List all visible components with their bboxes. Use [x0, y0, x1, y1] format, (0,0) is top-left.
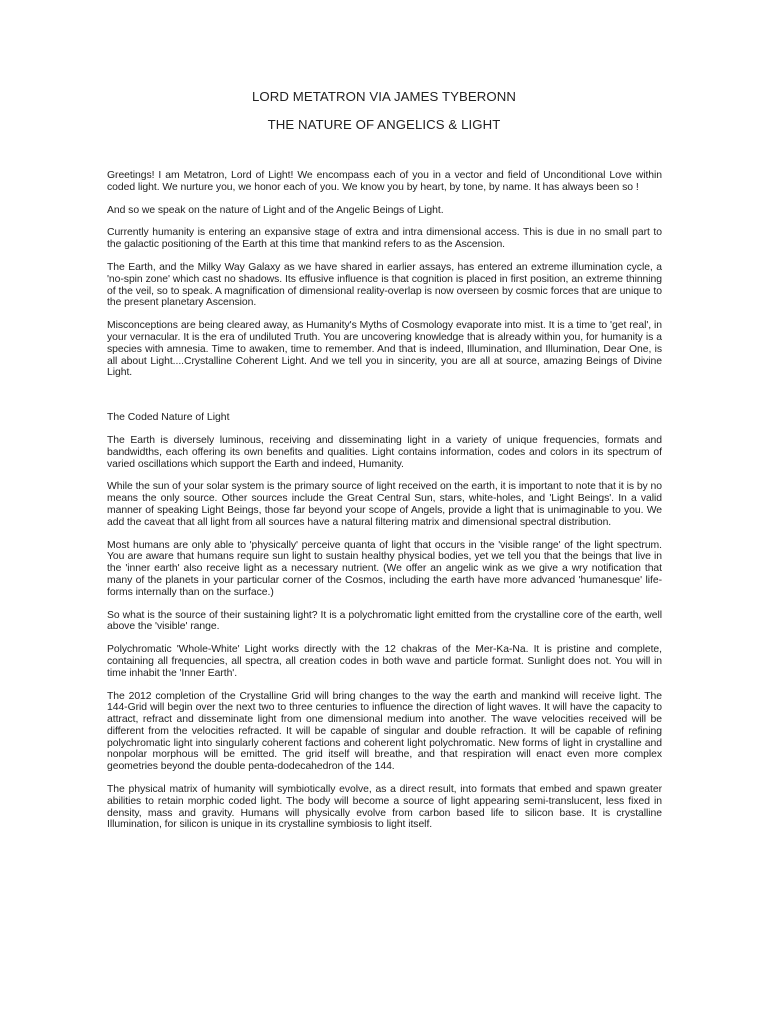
paragraph-polychromatic: Polychromatic 'Whole-White' Light works directly with the 12 chakras of the Mer-Ka-Na. It is pristine and complete, containing all frequencies, all spectra, all creation codes in both wave and particle format. Sunlight does not. You will in time inhabit the 'Inner Earth'.: [107, 644, 662, 679]
paragraph-greeting: Greetings! I am Metatron, Lord of Light! We encompass each of you in a vector and field of Unconditional Love within coded light. We nurture you, we honor each of you. We know you by heart, by tone, by name. It has always been so !: [107, 170, 662, 193]
document-subtitle: THE NATURE OF ANGELICS & LIGHT: [267, 117, 501, 132]
paragraph-crystalline-grid: The 2012 completion of the Crystalline Grid will bring changes to the way the earth and mankind will receive light. The 144-Grid will begin over the next two to three centuries to influence the direction of light waves. It will have the capacity to attract, refract and disseminate light from one dimensional medium into another. The wave velocities received will be different from the velocities refracted. It will be capable of singular and double refraction. It will be capable of refining polychromatic light into singularly coherent factions and coherent light polychromatic. New forms of light in crystalline and nonpolar morphous will be emitted. The grid itself will breathe, and that respiration will enact even more complex geometries beyond the double penta-dodecahedron of the 144.: [107, 690, 662, 773]
document-title: LORD METATRON VIA JAMES TYBERONN: [251, 89, 517, 104]
paragraph-humanity: Currently humanity is entering an expansive stage of extra and intra dimensional access. This is due in no small part to the galactic positioning of the Earth at this time that mankind refers to as the Ascension.: [107, 227, 662, 251]
section-heading: The Coded Nature of Light: [107, 412, 230, 424]
paragraph-physical-matrix: The physical matrix of humanity will symbiotically evolve, as a direct result, into formats that embed and spawn greater abilities to retain morphic coded light. The body will become a source of light appearing semi-translucent, less fixed in density, mass and gravity. Humans will physically evolve from carbon based life to silicon base. It is crystalline Illumination, for silicon is unique in its crystalline symbiosis to light itself.: [107, 784, 662, 831]
paragraph-perceive: Most humans are only able to 'physically' perceive quanta of light that occurs in the 'visible range' of the light spectrum. You are aware that humans require sun light to sustain healthy physical bodies, yet we tell you that the beings that live in the 'inner earth' also receive light as a necessary nutrient. (We offer an angelic wink as we give a wry notification that many of the planets in your particular corner of the Cosmos, including the earth have more advanced 'humanesque' life-forms internally than on the surface.): [107, 539, 662, 598]
document-body: [107, 170, 662, 831]
paragraph-intro: And so we speak on the nature of Light and of the Angelic Beings of Light.: [107, 204, 444, 216]
paragraph-misconceptions: Misconceptions are being cleared away, as Humanity's Myths of Cosmology evaporate into mist. It is a time to 'get real', in your vernacular. It is the era of undiluted Truth. You are uncovering knowledge that is already within you, for humanity is a species with amnesia. Time to awaken, time to remember. And that is indeed, Illumination, and Illumination, Dear One, is all about Light....Crystalline Coherent Light. And we tell you in sincerity, you are all at source, amazing Beings of Divine Light.: [107, 320, 662, 379]
paragraph-sun-sources: While the sun of your solar system is the primary source of light received on the earth, it is important to note that it is by no means the only source. Other sources include the Great Central Sun, stars, white-holes, and 'Light Beings'. In a valid manner of speaking Light Beings, those far beyond your scope of Angels, provide a light that is unimaginable to you. We add the caveat that all light from all sources have a natural filtering matrix and dimensional spectral distribution.: [107, 481, 662, 528]
paragraph-sustaining-light: So what is the source of their sustaining light? It is a polychromatic light emitted from the crystalline core of the earth, well above the 'visible' range.: [107, 609, 662, 633]
paragraph-luminous: The Earth is diversely luminous, receiving and disseminating light in a variety of unique frequencies, formats and bandwidths, each offering its own benefits and qualities. Light contains information, codes and colors in its spectrum of varied oscillations which support the Earth and indeed, Humanity.: [107, 434, 662, 470]
paragraph-earth-galaxy: The Earth, and the Milky Way Galaxy as we have shared in earlier assays, has entered an extreme illumination cycle, a 'no-spin zone' which cast no shadows. Its effusive influence is that cognition is placed in first position, an extreme thinning of the veil, so to speak. A magnification of dimensional reality-overlap is now overseen by cosmic forces that are unique to the present planetary Ascension.: [107, 261, 662, 309]
